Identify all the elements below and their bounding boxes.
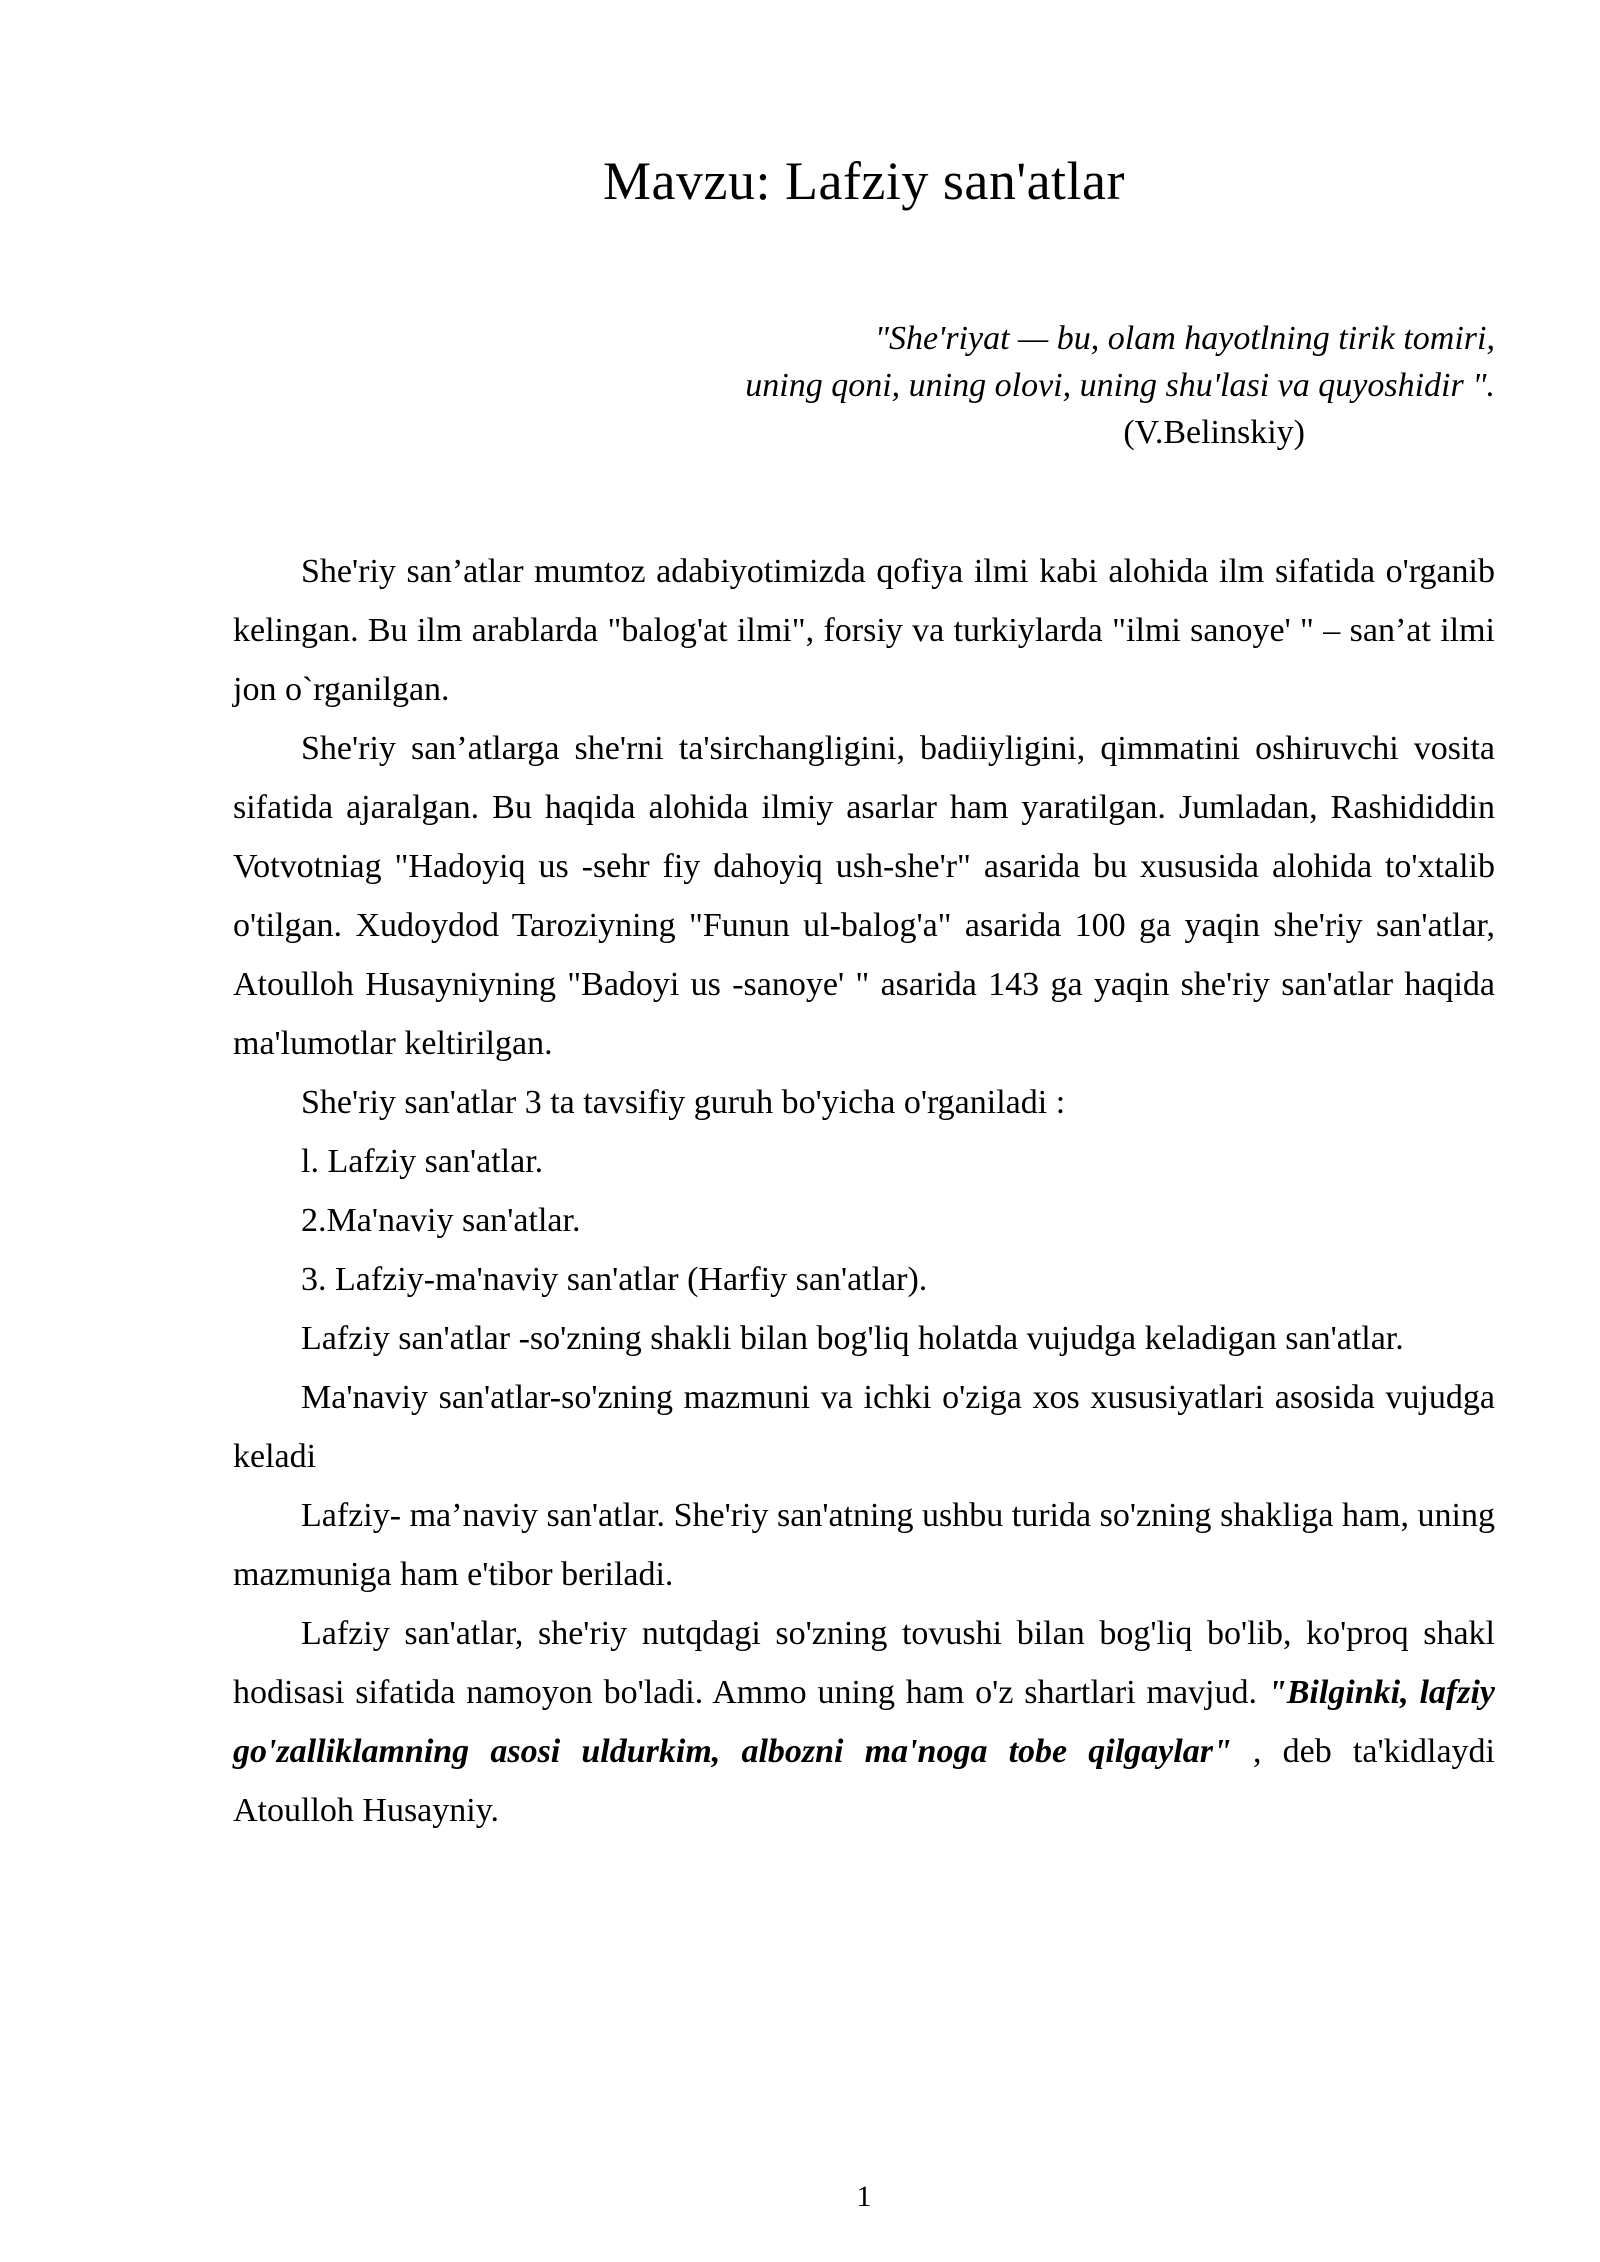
list-item-2: 2.Ma'naviy san'atlar. [301,1202,581,1239]
list-item-3: 3. Lafziy-ma'naviy san'atlar (Harfiy san'atlar). [301,1261,928,1298]
epigraph-line-2: uning qoni, uning olovi, uning shu'lasi va quyoshidir ". [745,367,1495,404]
page-title: Mavzu: Lafziy san'atlar [603,151,1125,211]
paragraph-text: Lafziy san'atlar, she'riy nutqdagi so'zning tovushi bilan bog'liq bo'lib, ko'proq shakl hodisasi sifatida namoyon bo'ladi. Ammo uning ham o'z shartlari mavjud. [233,1615,1495,1711]
document-body [233,542,1495,1840]
page-number: 1 [856,2180,872,2213]
epigraph [233,315,1495,456]
paragraph-3: She'riy san'atlar 3 ta tavsifiy guruh bo'yicha o'rganiladi : [301,1084,1066,1121]
paragraph-4: Lafziy san'atlar -so'zning shakli bilan bog'liq holatda vujudga keladigan san'atlar. [301,1320,1404,1357]
paragraph-5: Ma'naviy san'atlar-so'zning mazmuni va ichki o'ziga xos xususiyatlari asosida vujudga keladi [233,1379,1495,1475]
epigraph-line-1: "She'riyat — bu, olam hayotlning tirik tomiri, [874,320,1495,357]
paragraph-1: She'riy san’atlar mumtoz adabiyotimizda qofiya ilmi kabi alohida ilm sifatida o'rganib kelingan. Bu ilm arablarda "balog'at ilmi", forsiy va turkiylarda "ilmi sanoye' " – san’at ilmi jon o`rganilgan. [233,553,1495,708]
quote-emphasis: "Bilginki, lafziy go'zalliklamning asosi uldurkim, albozni ma'noga tobe qilgaylar" [233,1674,1495,1770]
paragraph-7 [233,1604,1495,1840]
list-item-1: l. Lafziy san'atlar. [301,1143,544,1180]
paragraph-6: Lafziy- ma’naviy san'atlar. She'riy san'atning ushbu turida so'zning shakliga ham, uning mazmuniga ham e'tibor beriladi. [233,1497,1495,1593]
epigraph-attribution: (V.Belinskiy) [1123,414,1305,451]
paragraph-text: , deb ta'kidlaydi Atoulloh Husayniy. [233,1733,1496,1829]
paragraph-2: She'riy san’atlarga she'rni ta'sirchangligini, badiiyligini, qimmatini oshiruvchi vosita sifatida ajaralgan. Bu haqida alohida ilmiy asarlar ham yaratilgan. Jumladan, Rashididdin Votvotniag "Hadoyiq us -sehr fiy dahoyiq ush-she'r" asarida bu xususida alohida to'xtalib o'tilgan. Xudoydod Taroziyning "Funun ul-balog'a" asarida 100 ga yaqin she'riy san'atlar, Atoulloh Husayniyning "Badoyi us -sanoye' " asarida 143 ga yaqin she'riy san'atlar haqida ma'lumotlar keltirilgan. [233,730,1495,1062]
